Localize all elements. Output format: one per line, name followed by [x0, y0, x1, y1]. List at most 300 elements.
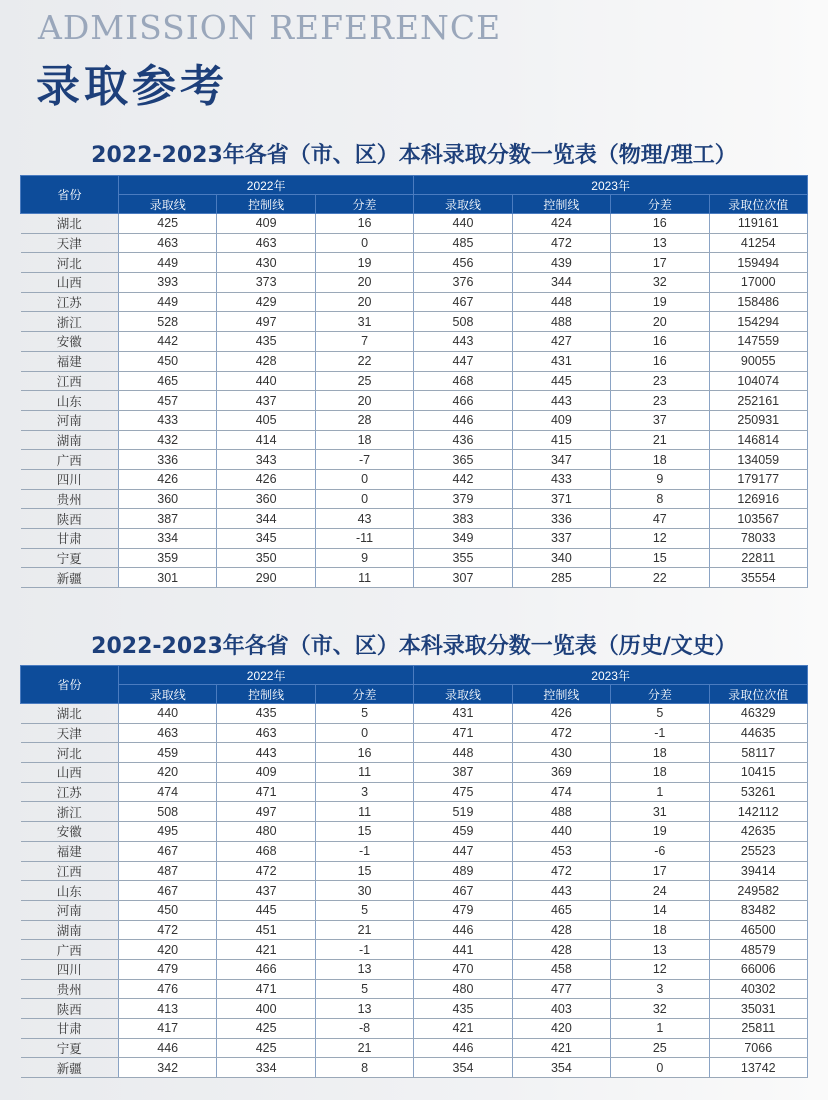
cell-control-line-2022: 472 [217, 861, 315, 881]
cell-control-line-2022: 480 [217, 822, 315, 842]
cell-admission-line-2023: 447 [414, 351, 512, 371]
cell-admission-line-2022: 334 [119, 529, 217, 549]
cell-admission-line-2022: 472 [119, 920, 217, 940]
cell-province: 福建 [21, 841, 119, 861]
cell-control-line-2022: 426 [217, 469, 315, 489]
table-row [21, 704, 808, 724]
cell-admission-line-2022: 393 [119, 273, 217, 293]
cell-province: 四川 [21, 959, 119, 979]
cell-admission-line-2023: 470 [414, 959, 512, 979]
cell-rank-2023: 22811 [709, 548, 807, 568]
cell-difference-2022: 31 [315, 312, 413, 332]
cell-admission-line-2022: 467 [119, 881, 217, 901]
cell-admission-line-2023: 440 [414, 214, 512, 234]
cell-control-line-2023: 488 [512, 802, 610, 822]
cell-difference-2023: 13 [611, 940, 709, 960]
cell-province: 安徽 [21, 332, 119, 352]
cell-difference-2022: 16 [315, 743, 413, 763]
cell-difference-2022: 20 [315, 273, 413, 293]
table-row [21, 410, 808, 430]
cell-rank-2023: 39414 [709, 861, 807, 881]
table-row [21, 430, 808, 450]
cell-difference-2022: 16 [315, 214, 413, 234]
cell-province: 湖北 [21, 704, 119, 724]
table-row [21, 548, 808, 568]
cell-rank-2023: 119161 [709, 214, 807, 234]
cell-difference-2022: 43 [315, 509, 413, 529]
cell-admission-line-2023: 479 [414, 900, 512, 920]
cell-province: 湖北 [21, 214, 119, 234]
cell-difference-2023: 47 [611, 509, 709, 529]
cell-rank-2023: 103567 [709, 509, 807, 529]
cell-difference-2023: 3 [611, 979, 709, 999]
cell-admission-line-2022: 336 [119, 450, 217, 470]
cell-difference-2023: 18 [611, 743, 709, 763]
cell-control-line-2023: 465 [512, 900, 610, 920]
cell-admission-line-2023: 307 [414, 568, 512, 588]
cell-admission-line-2022: 479 [119, 959, 217, 979]
cell-rank-2023: 90055 [709, 351, 807, 371]
cell-admission-line-2023: 442 [414, 469, 512, 489]
table-row [21, 253, 808, 273]
cell-control-line-2023: 403 [512, 999, 610, 1019]
cell-admission-line-2022: 426 [119, 469, 217, 489]
cell-admission-line-2022: 463 [119, 233, 217, 253]
cell-admission-line-2023: 436 [414, 430, 512, 450]
cell-difference-2023: 32 [611, 999, 709, 1019]
cell-control-line-2022: 350 [217, 548, 315, 568]
cell-difference-2022: 30 [315, 881, 413, 901]
cell-difference-2023: 16 [611, 214, 709, 234]
cell-control-line-2023: 369 [512, 763, 610, 783]
header-row-years [21, 176, 808, 195]
cell-difference-2022: -1 [315, 940, 413, 960]
cell-difference-2022: 5 [315, 979, 413, 999]
cell-rank-2023: 159494 [709, 253, 807, 273]
cell-admission-line-2023: 447 [414, 841, 512, 861]
cell-rank-2023: 179177 [709, 469, 807, 489]
cell-difference-2023: -6 [611, 841, 709, 861]
cell-admission-line-2023: 387 [414, 763, 512, 783]
cell-admission-line-2022: 387 [119, 509, 217, 529]
table-row [21, 959, 808, 979]
cell-difference-2023: 1 [611, 1019, 709, 1039]
cell-rank-2023: 44635 [709, 723, 807, 743]
cell-difference-2023: 31 [611, 802, 709, 822]
table-row [21, 802, 808, 822]
cell-admission-line-2022: 459 [119, 743, 217, 763]
cell-control-line-2022: 409 [217, 214, 315, 234]
cell-difference-2022: 18 [315, 430, 413, 450]
cell-rank-2023: 134059 [709, 450, 807, 470]
cell-province: 江苏 [21, 782, 119, 802]
cell-rank-2023: 41254 [709, 233, 807, 253]
cell-control-line-2023: 445 [512, 371, 610, 391]
cell-difference-2022: 9 [315, 548, 413, 568]
cell-control-line-2022: 466 [217, 959, 315, 979]
table-row [21, 273, 808, 293]
cell-rank-2023: 40302 [709, 979, 807, 999]
cell-admission-line-2022: 446 [119, 1038, 217, 1058]
cell-admission-line-2023: 446 [414, 1038, 512, 1058]
cell-admission-line-2023: 489 [414, 861, 512, 881]
cell-control-line-2022: 471 [217, 979, 315, 999]
cell-admission-line-2023: 456 [414, 253, 512, 273]
cell-rank-2023: 146814 [709, 430, 807, 450]
cell-admission-line-2022: 465 [119, 371, 217, 391]
cell-difference-2022: 13 [315, 999, 413, 1019]
cell-admission-line-2023: 349 [414, 529, 512, 549]
cell-control-line-2023: 415 [512, 430, 610, 450]
cell-control-line-2022: 435 [217, 704, 315, 724]
table-row [21, 822, 808, 842]
cell-admission-line-2022: 420 [119, 763, 217, 783]
cell-control-line-2022: 405 [217, 410, 315, 430]
cell-difference-2023: 18 [611, 450, 709, 470]
cell-admission-line-2022: 359 [119, 548, 217, 568]
cell-admission-line-2022: 417 [119, 1019, 217, 1039]
table-row [21, 940, 808, 960]
cell-province: 四川 [21, 469, 119, 489]
cell-admission-line-2023: 446 [414, 410, 512, 430]
cell-admission-line-2022: 449 [119, 292, 217, 312]
cell-province: 山东 [21, 881, 119, 901]
header-rank: 录取位次值 [709, 195, 807, 214]
cell-difference-2023: 14 [611, 900, 709, 920]
cell-control-line-2023: 285 [512, 568, 610, 588]
table-row [21, 450, 808, 470]
cell-difference-2023: -1 [611, 723, 709, 743]
cell-rank-2023: 58117 [709, 743, 807, 763]
cell-province: 天津 [21, 723, 119, 743]
cell-rank-2023: 66006 [709, 959, 807, 979]
cell-admission-line-2022: 474 [119, 782, 217, 802]
cell-control-line-2023: 428 [512, 920, 610, 940]
cell-rank-2023: 17000 [709, 273, 807, 293]
cell-control-line-2023: 488 [512, 312, 610, 332]
cell-control-line-2023: 443 [512, 391, 610, 411]
cell-province: 广西 [21, 450, 119, 470]
cell-province: 天津 [21, 233, 119, 253]
cell-admission-line-2023: 383 [414, 509, 512, 529]
cell-province: 贵州 [21, 489, 119, 509]
cell-control-line-2023: 409 [512, 410, 610, 430]
cell-rank-2023: 83482 [709, 900, 807, 920]
cell-rank-2023: 25523 [709, 841, 807, 861]
cell-difference-2023: 17 [611, 861, 709, 881]
cell-difference-2023: 15 [611, 548, 709, 568]
cell-difference-2022: 0 [315, 469, 413, 489]
cell-difference-2022: 15 [315, 861, 413, 881]
cell-admission-line-2023: 431 [414, 704, 512, 724]
table-row [21, 1019, 808, 1039]
cell-control-line-2023: 354 [512, 1058, 610, 1078]
cell-admission-line-2023: 508 [414, 312, 512, 332]
cell-control-line-2023: 344 [512, 273, 610, 293]
header-2023: 2023年 [414, 666, 808, 685]
table-row [21, 214, 808, 234]
cell-control-line-2022: 360 [217, 489, 315, 509]
cell-control-line-2023: 428 [512, 940, 610, 960]
cell-province: 山西 [21, 273, 119, 293]
cell-admission-line-2023: 480 [414, 979, 512, 999]
cell-rank-2023: 46329 [709, 704, 807, 724]
cell-admission-line-2022: 425 [119, 214, 217, 234]
cell-province: 江苏 [21, 292, 119, 312]
cell-province: 福建 [21, 351, 119, 371]
header-admission-line: 录取线 [414, 195, 512, 214]
header-admission-line: 录取线 [119, 685, 217, 704]
cell-admission-line-2022: 495 [119, 822, 217, 842]
cell-difference-2023: 13 [611, 233, 709, 253]
cell-rank-2023: 104074 [709, 371, 807, 391]
cell-control-line-2022: 430 [217, 253, 315, 273]
cell-control-line-2023: 472 [512, 723, 610, 743]
physics-score-table [20, 175, 808, 588]
cell-province: 湖南 [21, 920, 119, 940]
table-row [21, 1038, 808, 1058]
cell-rank-2023: 53261 [709, 782, 807, 802]
table-row [21, 979, 808, 999]
cell-control-line-2023: 420 [512, 1019, 610, 1039]
table-row [21, 469, 808, 489]
cell-control-line-2023: 440 [512, 822, 610, 842]
cell-admission-line-2023: 376 [414, 273, 512, 293]
cell-control-line-2023: 426 [512, 704, 610, 724]
cell-admission-line-2022: 432 [119, 430, 217, 450]
cell-admission-line-2023: 354 [414, 1058, 512, 1078]
cell-admission-line-2022: 476 [119, 979, 217, 999]
cell-control-line-2022: 421 [217, 940, 315, 960]
cell-province: 河北 [21, 743, 119, 763]
history-score-table [20, 665, 808, 1078]
cell-rank-2023: 10415 [709, 763, 807, 783]
cell-admission-line-2022: 467 [119, 841, 217, 861]
cell-difference-2023: 22 [611, 568, 709, 588]
table-row [21, 371, 808, 391]
cell-control-line-2023: 448 [512, 292, 610, 312]
table-row [21, 233, 808, 253]
cell-difference-2023: 23 [611, 391, 709, 411]
cell-rank-2023: 13742 [709, 1058, 807, 1078]
cell-difference-2023: 18 [611, 763, 709, 783]
cell-difference-2023: 21 [611, 430, 709, 450]
cell-difference-2022: -1 [315, 841, 413, 861]
table-row [21, 900, 808, 920]
cell-control-line-2023: 424 [512, 214, 610, 234]
cell-control-line-2022: 468 [217, 841, 315, 861]
cell-control-line-2023: 371 [512, 489, 610, 509]
table-row [21, 920, 808, 940]
cell-difference-2023: 0 [611, 1058, 709, 1078]
header-control-line: 控制线 [217, 685, 315, 704]
header-difference: 分差 [611, 195, 709, 214]
cell-admission-line-2023: 459 [414, 822, 512, 842]
cell-control-line-2022: 443 [217, 743, 315, 763]
cell-difference-2023: 23 [611, 371, 709, 391]
cell-admission-line-2023: 379 [414, 489, 512, 509]
cell-rank-2023: 154294 [709, 312, 807, 332]
cell-province: 浙江 [21, 802, 119, 822]
cell-control-line-2023: 336 [512, 509, 610, 529]
cell-control-line-2022: 345 [217, 529, 315, 549]
header-rank: 录取位次值 [709, 685, 807, 704]
cell-difference-2022: 21 [315, 920, 413, 940]
cell-province: 河南 [21, 900, 119, 920]
cell-admission-line-2023: 446 [414, 920, 512, 940]
cell-control-line-2023: 431 [512, 351, 610, 371]
cell-control-line-2022: 451 [217, 920, 315, 940]
header-province: 省份 [21, 666, 119, 704]
cell-control-line-2022: 497 [217, 802, 315, 822]
cell-admission-line-2022: 440 [119, 704, 217, 724]
table-row [21, 509, 808, 529]
header-control-line: 控制线 [217, 195, 315, 214]
cell-difference-2023: 25 [611, 1038, 709, 1058]
cell-difference-2023: 12 [611, 529, 709, 549]
cell-control-line-2022: 290 [217, 568, 315, 588]
cell-admission-line-2023: 467 [414, 881, 512, 901]
cell-difference-2022: 0 [315, 489, 413, 509]
cell-difference-2022: 25 [315, 371, 413, 391]
table-row [21, 841, 808, 861]
cell-rank-2023: 78033 [709, 529, 807, 549]
cell-rank-2023: 35554 [709, 568, 807, 588]
cell-difference-2022: -11 [315, 529, 413, 549]
table-row [21, 861, 808, 881]
cell-rank-2023: 250931 [709, 410, 807, 430]
cell-rank-2023: 42635 [709, 822, 807, 842]
cell-admission-line-2022: 449 [119, 253, 217, 273]
cell-difference-2023: 9 [611, 469, 709, 489]
table-row [21, 782, 808, 802]
header-difference: 分差 [315, 685, 413, 704]
cell-control-line-2022: 437 [217, 881, 315, 901]
cell-rank-2023: 25811 [709, 1019, 807, 1039]
cell-admission-line-2022: 360 [119, 489, 217, 509]
cell-difference-2023: 32 [611, 273, 709, 293]
table-row [21, 743, 808, 763]
cell-province: 安徽 [21, 822, 119, 842]
cell-admission-line-2022: 413 [119, 999, 217, 1019]
cell-province: 陕西 [21, 509, 119, 529]
header-control-line: 控制线 [512, 195, 610, 214]
cell-control-line-2023: 477 [512, 979, 610, 999]
cell-province: 宁夏 [21, 548, 119, 568]
table-row [21, 391, 808, 411]
header-admission-line: 录取线 [119, 195, 217, 214]
cell-rank-2023: 158486 [709, 292, 807, 312]
cell-admission-line-2022: 450 [119, 351, 217, 371]
cell-province: 甘肃 [21, 529, 119, 549]
cell-control-line-2022: 437 [217, 391, 315, 411]
cell-control-line-2023: 340 [512, 548, 610, 568]
cell-province: 江西 [21, 371, 119, 391]
cell-difference-2022: 7 [315, 332, 413, 352]
cell-difference-2023: 19 [611, 292, 709, 312]
cell-province: 新疆 [21, 568, 119, 588]
cell-province: 河南 [21, 410, 119, 430]
table-row [21, 332, 808, 352]
cell-admission-line-2023: 441 [414, 940, 512, 960]
cell-difference-2022: 11 [315, 568, 413, 588]
cell-control-line-2023: 458 [512, 959, 610, 979]
cell-admission-line-2023: 448 [414, 743, 512, 763]
header-2022: 2022年 [119, 666, 414, 685]
cell-rank-2023: 126916 [709, 489, 807, 509]
cell-admission-line-2022: 342 [119, 1058, 217, 1078]
header-row-fields [21, 195, 808, 214]
table-row [21, 312, 808, 332]
cell-admission-line-2023: 485 [414, 233, 512, 253]
english-title: ADMISSION REFERENCE [38, 8, 502, 47]
cell-province: 陕西 [21, 999, 119, 1019]
cell-control-line-2023: 443 [512, 881, 610, 901]
cell-difference-2023: 1 [611, 782, 709, 802]
cell-province: 山东 [21, 391, 119, 411]
header-row-years [21, 666, 808, 685]
header-difference: 分差 [611, 685, 709, 704]
cell-difference-2022: 3 [315, 782, 413, 802]
cell-difference-2023: 16 [611, 332, 709, 352]
cell-difference-2022: 19 [315, 253, 413, 273]
header-admission-line: 录取线 [414, 685, 512, 704]
cell-control-line-2022: 344 [217, 509, 315, 529]
cell-control-line-2022: 334 [217, 1058, 315, 1078]
cell-control-line-2022: 409 [217, 763, 315, 783]
cell-admission-line-2023: 519 [414, 802, 512, 822]
header-2023: 2023年 [414, 176, 808, 195]
cell-rank-2023: 46500 [709, 920, 807, 940]
cell-province: 湖南 [21, 430, 119, 450]
cell-difference-2022: -8 [315, 1019, 413, 1039]
cell-control-line-2023: 421 [512, 1038, 610, 1058]
cell-admission-line-2022: 528 [119, 312, 217, 332]
cell-control-line-2023: 472 [512, 233, 610, 253]
cell-difference-2022: 20 [315, 292, 413, 312]
cell-control-line-2022: 440 [217, 371, 315, 391]
cell-control-line-2022: 445 [217, 900, 315, 920]
table-row [21, 529, 808, 549]
cell-control-line-2023: 347 [512, 450, 610, 470]
cell-difference-2022: 20 [315, 391, 413, 411]
cell-admission-line-2023: 467 [414, 292, 512, 312]
cell-admission-line-2023: 471 [414, 723, 512, 743]
cell-difference-2022: 0 [315, 233, 413, 253]
cell-admission-line-2023: 466 [414, 391, 512, 411]
cell-difference-2023: 17 [611, 253, 709, 273]
table-row [21, 489, 808, 509]
cell-admission-line-2023: 468 [414, 371, 512, 391]
cell-admission-line-2023: 365 [414, 450, 512, 470]
table-row [21, 1058, 808, 1078]
cell-province: 甘肃 [21, 1019, 119, 1039]
cell-difference-2022: 5 [315, 704, 413, 724]
cell-control-line-2022: 428 [217, 351, 315, 371]
cell-admission-line-2023: 421 [414, 1019, 512, 1039]
table-row [21, 881, 808, 901]
cell-difference-2023: 19 [611, 822, 709, 842]
cell-difference-2023: 8 [611, 489, 709, 509]
cell-difference-2022: 0 [315, 723, 413, 743]
cell-control-line-2022: 463 [217, 233, 315, 253]
cell-admission-line-2022: 433 [119, 410, 217, 430]
page-title: 录取参考 [36, 61, 228, 112]
cell-admission-line-2022: 487 [119, 861, 217, 881]
cell-control-line-2022: 497 [217, 312, 315, 332]
cell-control-line-2022: 463 [217, 723, 315, 743]
cell-admission-line-2022: 457 [119, 391, 217, 411]
